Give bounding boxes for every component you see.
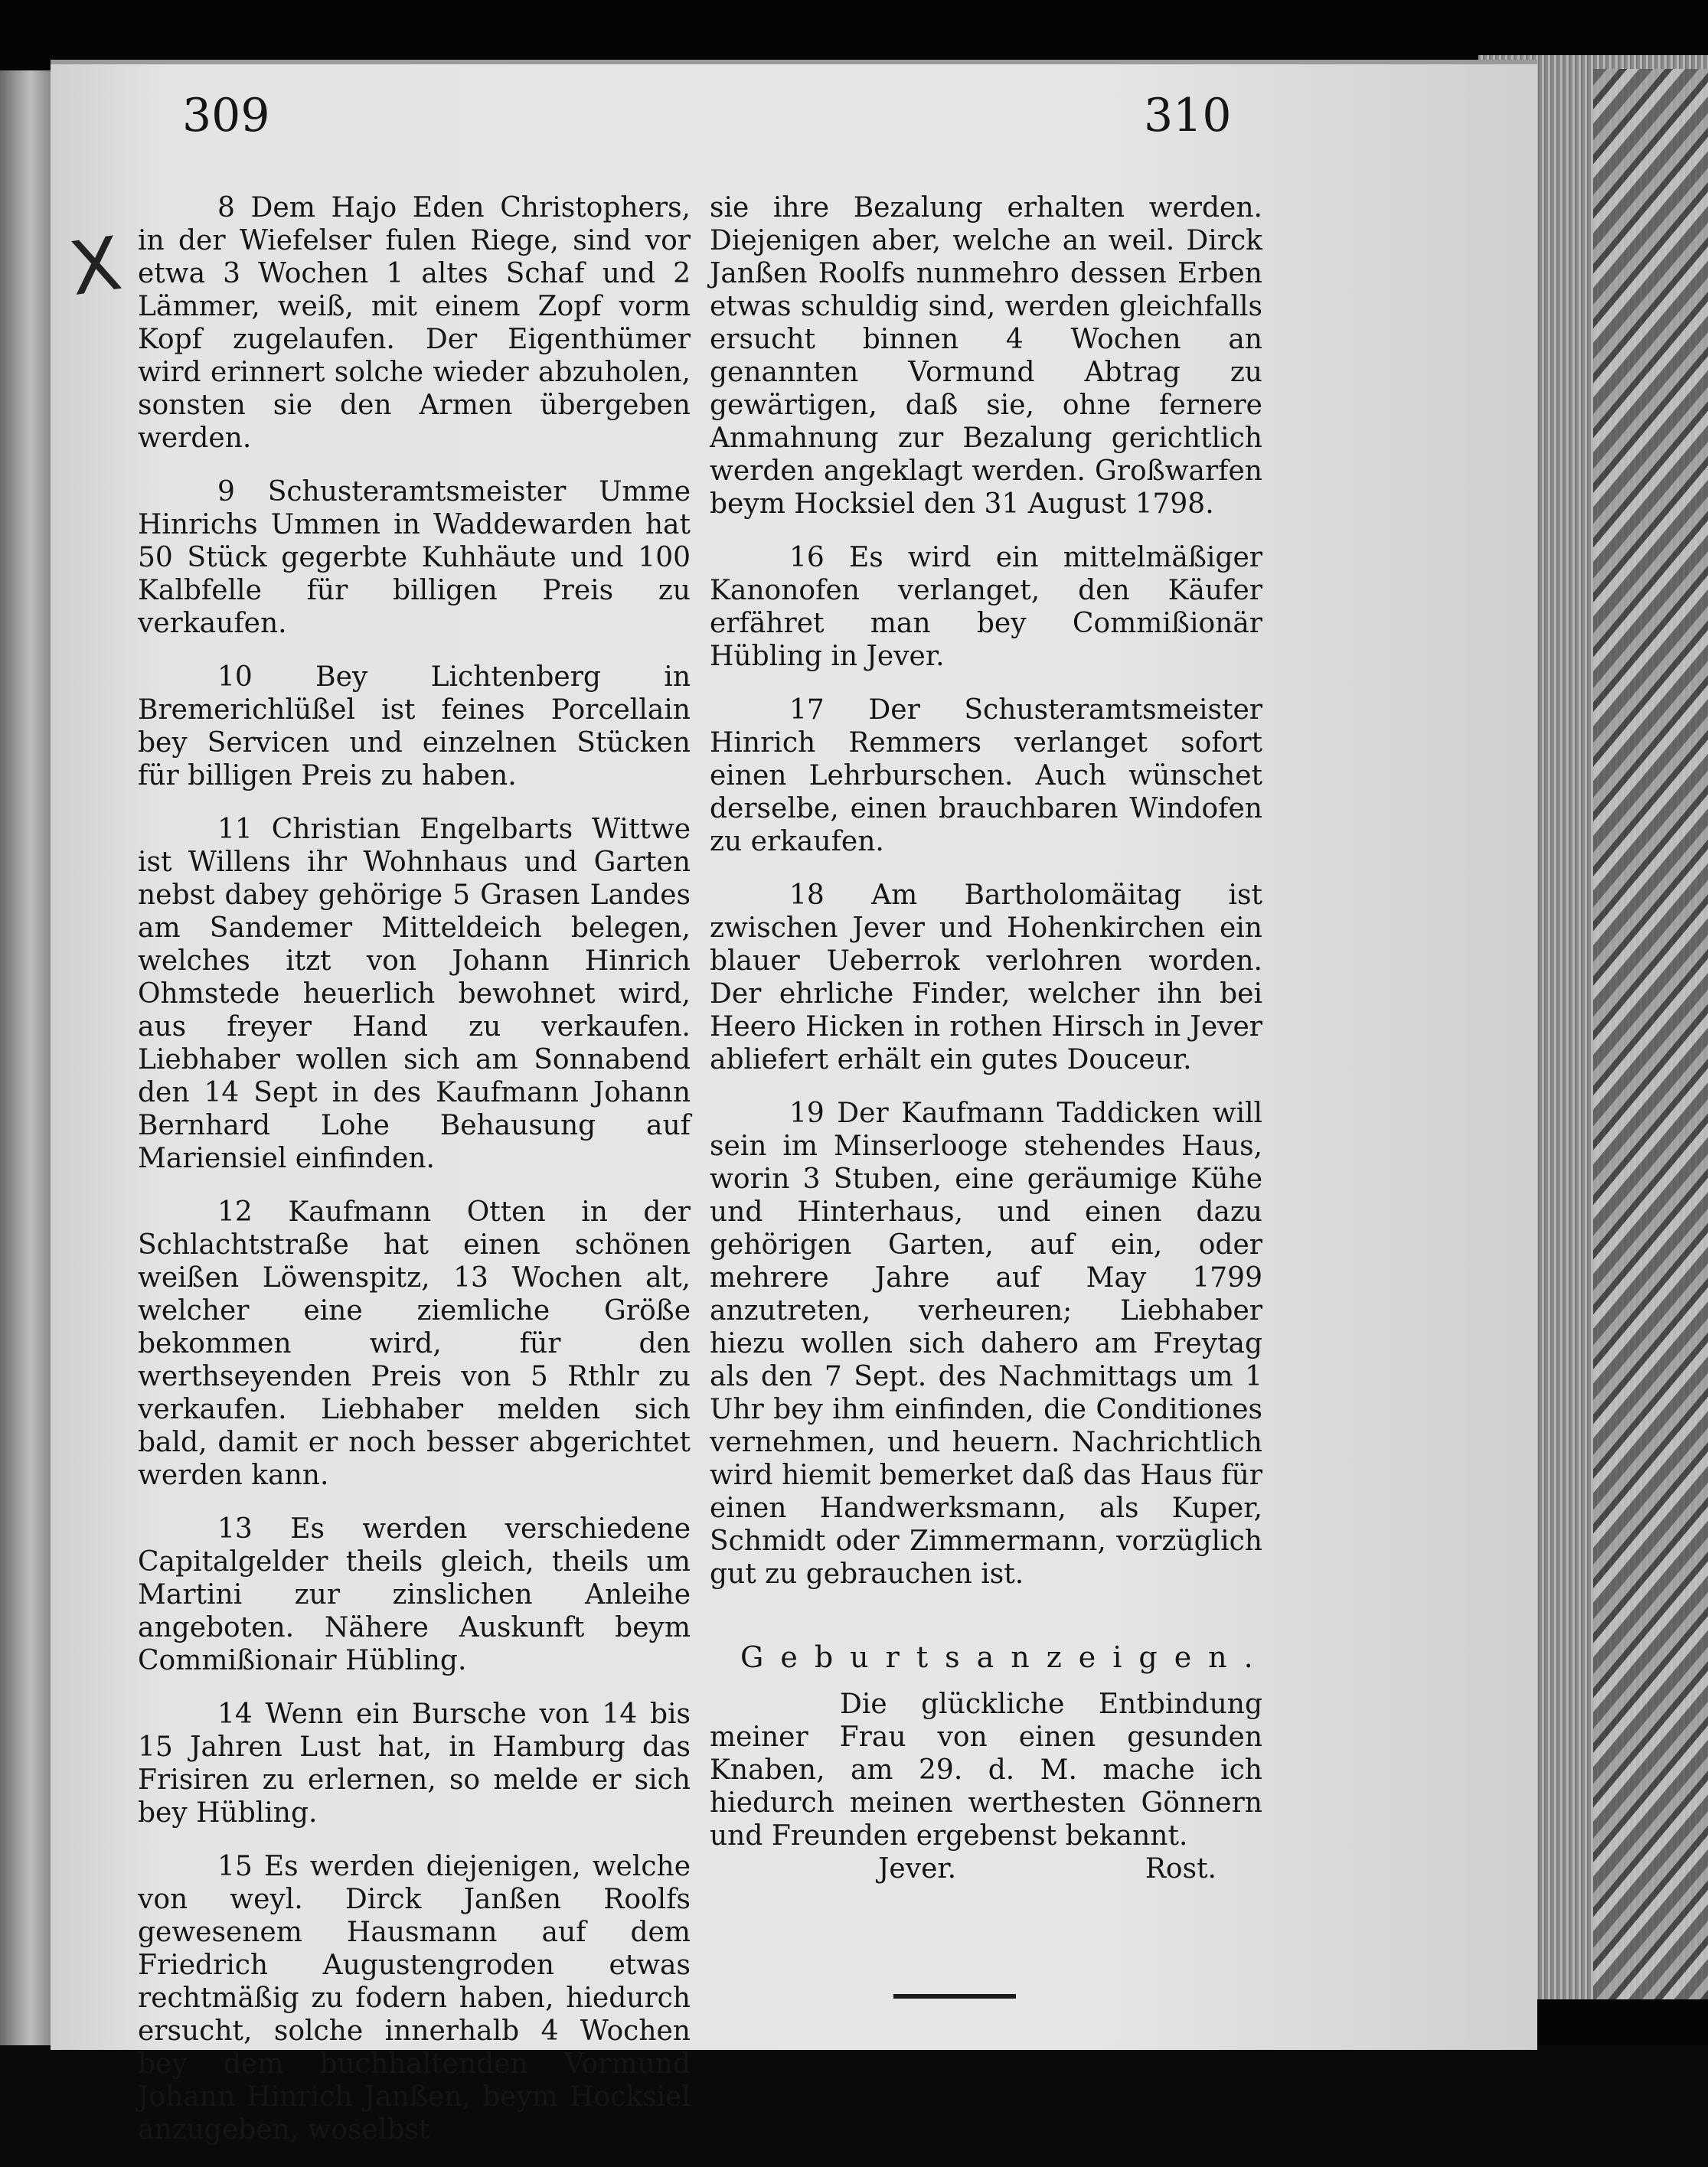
closing-rule xyxy=(893,1994,1016,1999)
birth-notice-text: Die glückliche Entbindung meiner Frau von einen gesunden Knaben, am 29. d. M. mache ich hiedurch meinen werthesten Gönnern und Freunden ergebenst bekannt. xyxy=(710,1689,1262,1852)
notice-13: 13 Es werden verschiedene Capitalgelder theils gleich, theils um Martini zur zinslichen Anleihe angeboten. Nähere Auskunft beym Commißionair Hübling. xyxy=(138,1513,691,1676)
right-column xyxy=(710,191,1270,1999)
birth-notice-signature xyxy=(710,1852,1262,1885)
notice-19: 19 Der Kaufmann Taddicken will sein im Minserlooge stehendes Haus, worin 3 Stuben, eine geräumige Kühe und Hinterhaus, und einen dazu gehörigen Garten, auf ein, oder mehrere Jahre auf May 1799 anzutreten, verheuren; Liebhaber hiezu wollen sich dahero am Freytag als den 7 Sept. des Nachmittags um 1 Uhr bey ihm einfinden, die Conditiones vernehmen, und heuern. Nachrichtlich wird hiemit bemerket daß das Haus für einen Handwerksmann, als Kuper, Schmidt oder Zimmermann, vorzüglich gut zu gebrauchen ist. xyxy=(710,1098,1262,1590)
notice-14: 14 Wenn ein Bursche von 14 bis 15 Jahren Lust hat, in Hamburg das Frisiren zu erlernen, so melde er sich bey Hübling. xyxy=(138,1699,691,1829)
page-number-left: 309 xyxy=(182,89,270,142)
notice-10: 10 Bey Lichtenberg in Bremerichlüßel ist feines Porcellain bey Servicen und einzelnen Stücken für billigen Preis zu haben. xyxy=(138,661,691,791)
notice-15-continued: sie ihre Bezalung erhalten werden. Diejenigen aber, welche an weil. Dirck Janßen Roolfs nunmehro dessen Erben etwas schuldig sind, werden gleichfalls ersucht binnen 4 Wochen an genannten Vormund Abtrag zu gewärtigen, daß sie, ohne fernere Anmahnung zur Bezalung gerichtlich werden angeklagt werden. Großwarfen beym Hocksiel den 31 August 1798. xyxy=(710,192,1262,520)
signature-name: Rost. xyxy=(1145,1853,1217,1885)
notice-8: 8 Dem Hajo Eden Christophers, in der Wiefelser fulen Riege, sind vor etwa 3 Wochen 1 altes Schaf und 2 Lämmer, weiß, mit einem Zopf vorm Kopf zugelaufen. Der Eigenthümer wird erinnert solche wieder abzuholen, sonsten sie den Armen übergeben werden. xyxy=(138,192,691,454)
notice-18: 18 Am Bartholomäitag ist zwischen Jever und Hohenkirchen ein blauer Ueberrok verlohren worden. Der ehrliche Finder, welcher ihn bei Heero Hicken in rothen Hirsch in Jever abliefert erhält ein gutes Douceur. xyxy=(710,880,1262,1075)
notice-16: 16 Es wird ein mittelmäßiger Kanonofen verlanget, den Käufer erfähret man bey Commißionär Hübling in Jever. xyxy=(710,542,1262,672)
facing-page-edge xyxy=(0,70,51,2045)
notice-12: 12 Kaufmann Otten in der Schlachtstraße hat einen schönen weißen Löwenspitz, 13 Wochen alt, welcher eine ziemliche Größe bekommen wird, für den werthseyenden Preis von 5 Rthlr zu verkaufen. Liebhaber melden sich bald, damit er noch besser abgerichtet werden kann. xyxy=(138,1196,691,1491)
handwritten-margin-mark: X xyxy=(64,220,127,313)
notice-11: 11 Christian Engelbarts Wittwe ist Willens ihr Wohnhaus und Garten nebst dabey gehörige 5 Grasen Landes am Sandemer Mitteldeich belegen, welches itzt von Johann Hinrich Ohmstede heuerlich bewohnet wird, aus freyer Hand zu verkaufen. Liebhaber wollen sich am Sonnabend den 14 Sept in des Kaufmann Johann Bernhard Lohe Behausung auf Mariensiel einfinden. xyxy=(138,814,691,1174)
section-heading-birth-notices: Geburtsanzeigen. xyxy=(740,1640,1270,1674)
page-number-right: 310 xyxy=(1144,89,1232,142)
marbled-fore-edge xyxy=(1593,69,1708,1999)
notice-17: 17 Der Schusteramtsmeister Hinrich Remmers verlanget sofort einen Lehrburschen. Auch wünschet derselbe, einen brauchbaren Windofen zu erkaufen. xyxy=(710,694,1262,857)
signature-place: Jever. xyxy=(878,1853,957,1885)
left-column xyxy=(138,191,691,2167)
notice-9: 9 Schusteramtsmeister Umme Hinrichs Ummen in Waddewarden hat 50 Stück gegerbte Kuhhäute und 100 Kalbfelle für billigen Preis zu verkaufen. xyxy=(138,476,691,639)
notice-15: 15 Es werden diejenigen, welche von weyl. Dirck Janßen Roolfs gewesenem Hausmann auf dem Friedrich Augustengroden etwas rechtmäßig zu fodern haben, hiedurch ersucht, solche innerhalb 4 Wochen bey dem buchhaltenden Vormund Johann Hinrich Janßen, beym Hocksiel anzugeben, woselbst xyxy=(138,1851,691,2146)
